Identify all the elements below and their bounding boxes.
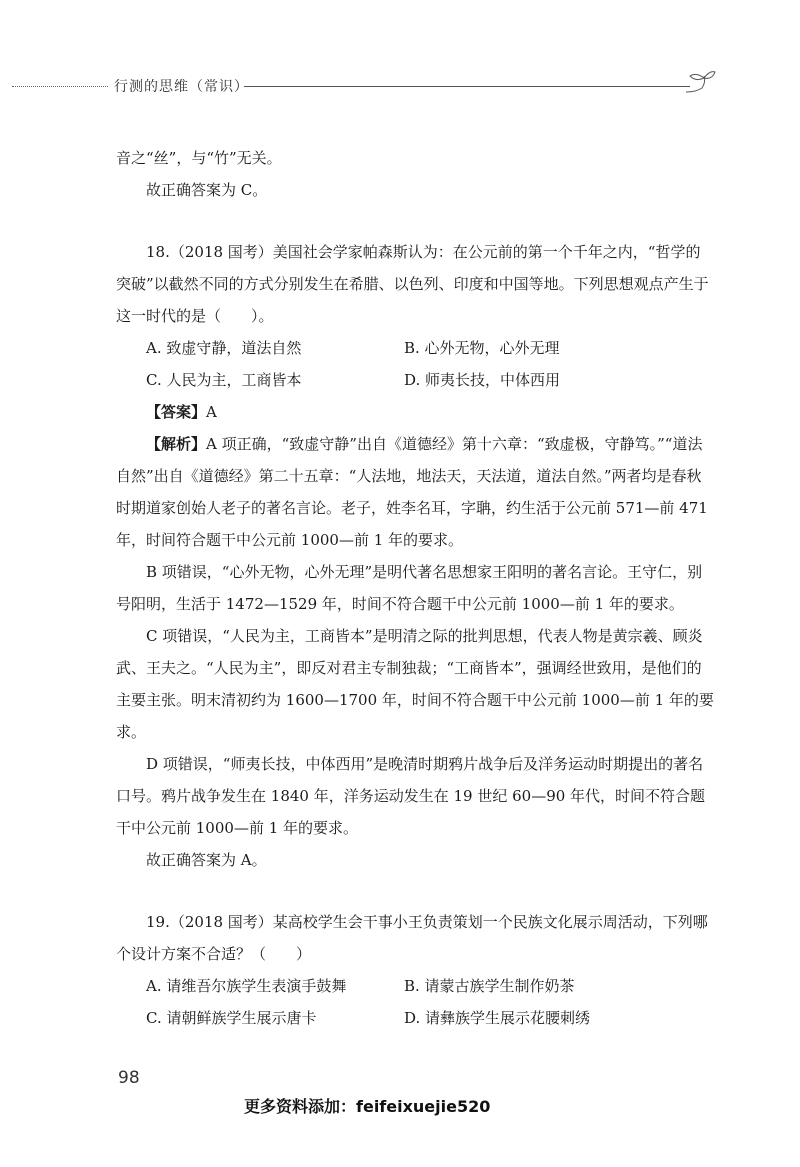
conclusion: 故正确答案为 A。: [146, 851, 267, 869]
analysis-b: B 项错误，“心外无物，心外无理”是明代著名思想家王阳明的著名言论。王守仁，别号阳明，生活于 1472—1529 年，时间不符合题干中公元前 1000—前 1 年的要求。: [116, 563, 703, 613]
sprout-icon: [682, 68, 716, 94]
text-line: 音之“丝”，与“竹”无关。: [116, 149, 282, 167]
options-row: [116, 1002, 714, 1034]
analysis-a: [116, 428, 714, 556]
running-header: [0, 68, 800, 100]
answer-line: 故正确答案为 C。: [146, 181, 268, 199]
page-body: [116, 142, 714, 1034]
footer-note: 更多资料添加：feifeixuejie520: [244, 1097, 491, 1116]
analysis-d: D 项错误，“师夷长技，中体西用”是晚清时期鸦片战争后及洋务运动时期提出的著名口号。鸦片战争发生在 1840 年，洋务运动发生在 19 世纪 60—90 年代，时间不符合题干中公元前 1000—前 1 年的要求。: [116, 755, 706, 837]
options-row: [116, 332, 714, 364]
analysis-label: 【解析】: [146, 435, 207, 453]
analysis-a-text: A 项正确，“致虚守静”出自《道德经》第十六章：“致虚极，守静笃。”“道法自然”出自《道德经》第二十五章：“人法地，地法天，天法道，道法自然。”两者均是春秋时期道家创始人老子的著名言论。老子，姓李名耳，字聃，约生活于公元前 571—前 471 年，时间符合题干中公元前 1000—前 1 年的要求。: [116, 435, 708, 549]
options-row: [116, 970, 714, 1002]
option-a: A. 请维吾尔族学生表演手鼓舞: [146, 977, 347, 995]
option-d: D. 师夷长技，中体西用: [404, 371, 561, 389]
option-d: D. 请彝族学生展示花腰刺绣: [404, 1009, 591, 1027]
question-18-stem: 18.（2018 国考）美国社会学家帕森斯认为：在公元前的第一个千年之内，“哲学的突破”以截然不同的方式分别发生在希腊、以色列、印度和中国等地。下列思想观点产生于这一时代的是（ ）。: [116, 243, 709, 325]
answer-label: 【答案】: [146, 403, 207, 421]
option-c: C. 人民为主，工商皆本: [146, 371, 302, 389]
header-dotted-rule: [12, 86, 108, 87]
page-number: 98: [118, 1068, 140, 1088]
options-row: [116, 364, 714, 396]
answer-block: [116, 396, 714, 428]
option-b: B. 心外无物，心外无理: [404, 339, 560, 357]
option-b: B. 请蒙古族学生制作奶茶: [404, 977, 575, 995]
header-rule: [244, 86, 690, 87]
question-19-stem: 19.（2018 国考）某高校学生会干事小王负责策划一个民族文化展示周活动，下列哪个设计方案不合适？（ ）: [116, 913, 708, 963]
option-a: A. 致虚守静，道法自然: [146, 339, 302, 357]
answer-value: A: [206, 403, 217, 421]
option-c: C. 请朝鲜族学生展示唐卡: [146, 1009, 317, 1027]
header-title: 行测的思维（常识）: [114, 79, 249, 95]
analysis-c: C 项错误，“人民为主，工商皆本”是明清之际的批判思想，代表人物是黄宗羲、顾炎武、王夫之。“人民为主”，即反对君主专制独裁；“工商皆本”，强调经世致用，是他们的主要主张。明末清初约为 1600—1700 年，时间不符合题干中公元前 1000—前 1 年的要求。: [116, 627, 714, 741]
